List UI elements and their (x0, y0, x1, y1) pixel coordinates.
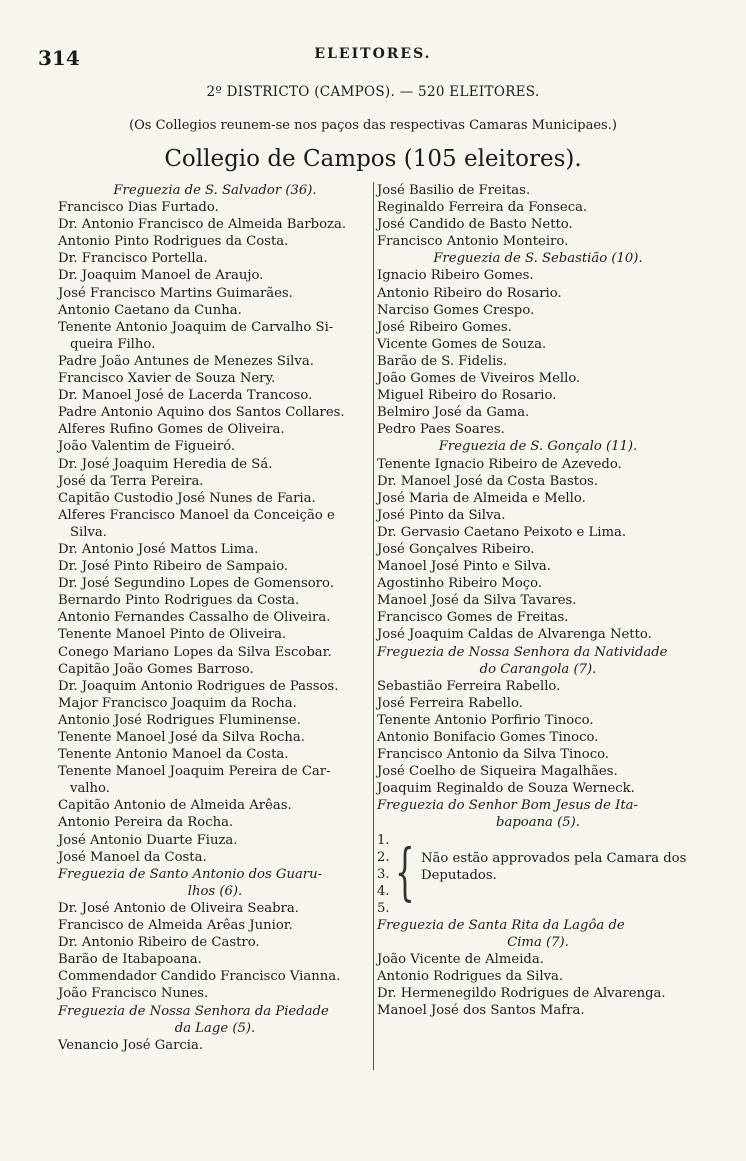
goncalo-list (377, 456, 699, 644)
list-item: Francisco Dias Furtado. (58, 200, 219, 216)
list-item: José Joaquim Caldas de Alvarenga Netto. (377, 627, 652, 643)
list-item: Venancio José Garcia. (58, 1037, 204, 1053)
itabapoana-numbers (377, 832, 390, 917)
list-item: Barão de Itabapoana. (58, 952, 202, 968)
list-item: Tenente Ignacio Ribeiro de Azevedo. (377, 456, 622, 472)
piedade-list (58, 1037, 372, 1054)
list-item: Commendador Candido Francisco Vianna. (58, 969, 341, 985)
piedade-cont-list (377, 182, 699, 250)
list-item: Antonio Caetano da Cunha. (58, 302, 242, 318)
list-item: Antonio Pinto Rodrigues da Costa. (58, 234, 289, 250)
salvador-heading: Freguezia de S. Salvador (36). (113, 183, 317, 198)
list-item: Tenente Manoel Joaquim Pereira de Car- (58, 764, 331, 780)
list-item: Alferes Francisco Manoel da Conceição e (58, 507, 335, 523)
sebastiao-heading: Freguezia de S. Sebastião (10). (433, 251, 643, 267)
list-item: Dr. Manoel José da Costa Bastos. (377, 473, 598, 489)
list-item: Francisco Antonio da Silva Tinoco. (377, 747, 609, 763)
carangola-heading-cont: do Carangola (7). (479, 661, 597, 677)
list-item: Tenente Antonio Porfirio Tinoco. (377, 712, 594, 728)
list-item: Padre Antonio Aquino dos Santos Collares. (58, 405, 345, 421)
list-item: Francisco Antonio Monteiro. (377, 234, 569, 250)
itabapoana-note: Não estão approvados pela Camara dos Deputados. (421, 850, 687, 883)
brace-glyph: { (395, 834, 415, 908)
list-item: Francisco Gomes de Freitas. (377, 610, 569, 626)
santa-rita-heading-cont: Cima (7). (507, 934, 569, 950)
list-item: Antonio Ribeiro do Rosario. (377, 285, 562, 301)
list-item: Dr. Antonio Ribeiro de Castro. (58, 935, 260, 951)
list-item: Alferes Rufino Gomes de Oliveira. (58, 422, 285, 438)
list-item: Ignacio Ribeiro Gomes. (377, 268, 534, 284)
carangola-list (377, 678, 699, 798)
list-item: Dr. Antonio Francisco de Almeida Barboza. (58, 217, 347, 233)
list-item: José da Terra Pereira. (58, 473, 204, 489)
list-item: Joaquim Reginaldo de Souza Werneck. (377, 781, 635, 797)
sebastiao-list (377, 267, 699, 438)
list-item: Dr. José Segundino Lopes de Gomensoro. (58, 576, 334, 592)
goncalo-heading: Freguezia de S. Gonçalo (11). (438, 439, 638, 455)
list-item: Manoel José da Silva Tavares. (377, 593, 577, 609)
list-item: Manoel José Pinto e Silva. (377, 559, 551, 575)
itabapoana-heading: Freguezia do Senhor Bom Jesus de Ita- (377, 798, 638, 814)
list-item: Antonio Fernandes Cassalho de Oliveira. (58, 610, 331, 626)
list-item: Manoel José dos Santos Mafra. (377, 1003, 585, 1019)
list-item: Capitão Antonio de Almeida Arêas. (58, 798, 292, 814)
piedade-heading: Freguezia de Nossa Senhora da Piedade (58, 1003, 329, 1019)
list-item: Silva. (70, 524, 107, 540)
list-item: Agostinho Ribeiro Moço. (377, 576, 543, 592)
list-item: valho. (70, 781, 110, 797)
list-item: Dr. José Joaquim Heredia de Sá. (58, 456, 273, 472)
list-item: Vicente Gomes de Souza. (377, 336, 547, 352)
list-item: queira Filho. (70, 336, 156, 352)
carangola-heading: Freguezia de Nossa Senhora da Natividade (377, 644, 668, 660)
list-item: José Ferreira Rabello. (377, 695, 523, 711)
list-item: Tenente Manoel Pinto de Oliveira. (58, 627, 287, 643)
list-item: José Ribeiro Gomes. (377, 319, 512, 335)
list-item: Dr. Francisco Portella. (58, 251, 208, 267)
list-item: Francisco de Almeida Arêas Junior. (58, 918, 293, 934)
list-item: Dr. José Antonio de Oliveira Seabra. (58, 900, 299, 916)
list-item: Tenente Antonio Manoel da Costa. (58, 747, 289, 763)
list-item: José Basilio de Freitas. (377, 183, 531, 198)
list-item: Dr. Manoel José de Lacerda Trancoso. (58, 388, 313, 404)
list-item: Sebastião Ferreira Rabello. (377, 678, 561, 694)
list-item: Bernardo Pinto Rodrigues da Costa. (58, 593, 300, 609)
itabapoana-heading-cont: bapoana (5). (496, 815, 580, 831)
column-divider (373, 182, 374, 1070)
list-item: Conego Mariano Lopes da Silva Escobar. (58, 644, 332, 660)
meeting-note: (Os Collegios reunem-se nos paços das respectivas Camaras Municipaes.) (129, 118, 617, 133)
list-item: João Gomes de Viveiros Mello. (377, 371, 581, 387)
list-item: Padre João Antunes de Menezes Silva. (58, 353, 314, 369)
list-item: Tenente Antonio Joaquim de Carvalho Si- (58, 319, 334, 335)
list-item: Antonio Bonifacio Gomes Tinoco. (377, 730, 599, 745)
list-item: 5. (377, 900, 390, 916)
list-item: Reginaldo Ferreira da Fonseca. (377, 200, 588, 216)
list-item: Narciso Gomes Crespo. (377, 302, 535, 318)
list-item: José Gonçalves Ribeiro. (377, 541, 535, 557)
guarulhos-heading-cont: lhos (6). (187, 883, 243, 899)
list-item: Dr. Joaquim Manoel de Araujo. (58, 268, 264, 284)
list-item: José Antonio Duarte Fiuza. (58, 832, 238, 848)
page-number: 314 (38, 46, 80, 70)
list-item: José Maria de Almeida e Mello. (377, 490, 586, 506)
santa-rita-list (377, 951, 699, 1019)
list-item: Antonio Rodrigues da Silva. (377, 968, 564, 984)
list-item: Dr. Hermenegildo Rodrigues de Alvarenga. (377, 985, 666, 1001)
salvador-list (58, 199, 372, 866)
list-item: 2. (377, 849, 390, 865)
list-item: João Vicente de Almeida. (377, 951, 544, 967)
list-item: José Pinto da Silva. (377, 507, 506, 523)
list-item: Antonio José Rodrigues Fluminense. (58, 712, 301, 728)
list-item: Francisco Xavier de Souza Nery. (58, 371, 276, 387)
list-item: Tenente Manoel José da Silva Rocha. (58, 730, 305, 745)
list-item: Major Francisco Joaquim da Rocha. (58, 695, 297, 711)
guarulhos-list (58, 900, 372, 1003)
itabapoana-block (377, 832, 699, 917)
list-item: Dr. Gervasio Caetano Peixoto e Lima. (377, 524, 627, 540)
list-item: Barão de S. Fidelis. (377, 353, 508, 369)
list-item: José Francisco Martins Guimarães. (58, 285, 293, 301)
list-item: Antonio Pereira da Rocha. (58, 815, 234, 831)
running-title: ELEITORES. (314, 46, 432, 62)
list-item: Dr. Joaquim Antonio Rodrigues de Passos. (58, 678, 339, 694)
list-item: Pedro Paes Soares. (377, 422, 505, 438)
list-item: José Manoel da Costa. (58, 849, 207, 865)
list-item: 1. (377, 832, 390, 848)
left-column (58, 182, 372, 1054)
right-column (377, 182, 699, 1019)
list-item: João Valentim de Figueiró. (58, 439, 236, 455)
guarulhos-heading: Freguezia de Santo Antonio dos Guaru- (58, 866, 323, 882)
list-item: Belmiro José da Gama. (377, 405, 530, 421)
list-item: Miguel Ribeiro do Rosario. (377, 388, 557, 404)
list-item: João Francisco Nunes. (58, 986, 209, 1002)
list-item: Capitão João Gomes Barroso. (58, 661, 254, 677)
list-item: Dr. José Pinto Ribeiro de Sampaio. (58, 559, 289, 575)
college-title: Collegio de Campos (105 eleitores). (164, 146, 582, 172)
list-item: Dr. Antonio José Mattos Lima. (58, 541, 259, 557)
district-heading: 2º DISTRICTO (CAMPOS). — 520 ELEITORES. (206, 84, 540, 100)
santa-rita-heading: Freguezia de Santa Rita da Lagôa de (377, 917, 625, 933)
list-item: José Candido de Basto Netto. (377, 217, 573, 233)
list-item: 4. (377, 883, 390, 899)
list-item: 3. (377, 866, 390, 882)
piedade-heading-cont: da Lage (5). (174, 1020, 256, 1036)
list-item: José Coelho de Siqueira Magalhães. (377, 764, 618, 780)
list-item: Capitão Custodio José Nunes de Faria. (58, 490, 316, 506)
